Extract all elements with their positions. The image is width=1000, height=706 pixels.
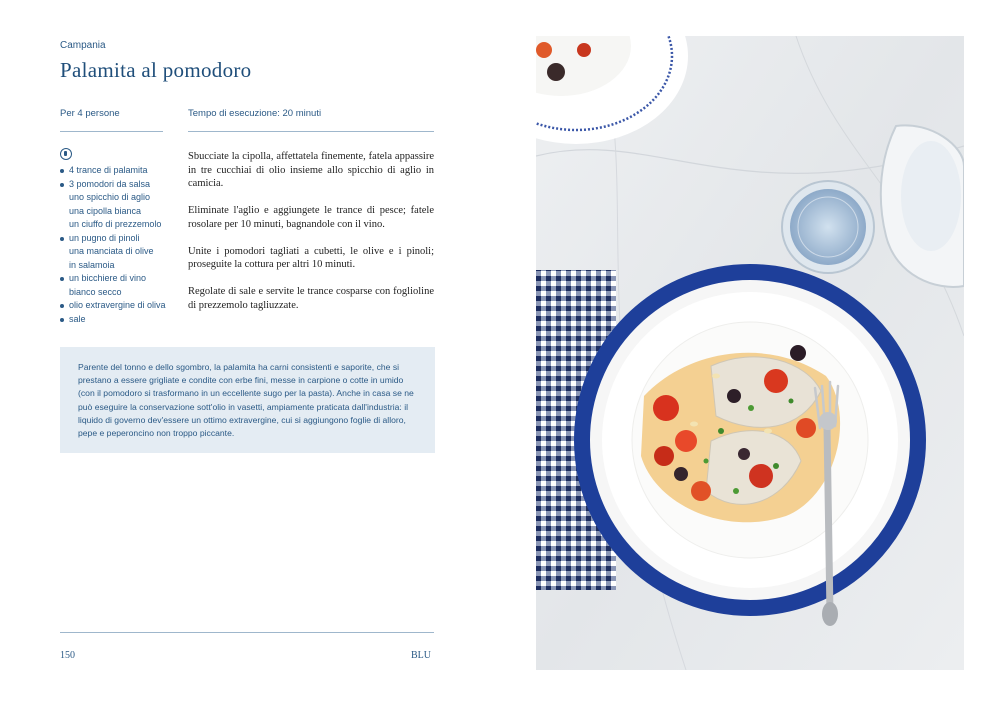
method-step: Unite i pomodori tagliati a cubetti, le olive e i pinoli; proseguite la cottura per altri 10 minuti. (188, 245, 434, 271)
servings-divider (60, 131, 163, 132)
ingredient-text: uno spicchio di aglio (69, 192, 151, 202)
running-head: BLU (411, 650, 431, 661)
ingredient-text: una cipolla bianca (69, 205, 142, 216)
water-glass (782, 181, 874, 273)
recipe-title: Palamita al pomodoro (60, 58, 252, 82)
ingredient-item (60, 313, 185, 327)
ingredient-text: 3 pomodori da salsa (69, 178, 151, 189)
bullet-dot (60, 277, 64, 281)
ingredient-text: un bicchiere di vino (69, 273, 147, 283)
ingredient-item (60, 232, 185, 246)
bullet-dot (60, 304, 64, 308)
bullet-dot (60, 237, 64, 241)
ingredient-item (60, 218, 185, 232)
ingredient-text: olio extravergine di oliva (69, 300, 166, 310)
page-number: 150 (60, 650, 75, 661)
ingredient-item (60, 286, 185, 300)
dish-illustration (536, 36, 964, 670)
ingredient-item (60, 259, 185, 273)
ingredient-text: 4 trance di palamita (69, 165, 148, 175)
dish-photo (536, 36, 964, 670)
servings-label: Per 4 persone (60, 108, 120, 119)
ingredient-text: in salamoia (69, 259, 115, 270)
method-step: Sbucciate la cipolla, affettatela finemente, fatela appassire in tre cucchiai di olio insieme allo spicchio di aglio in camicia. (188, 151, 434, 190)
ingredient-item (60, 164, 185, 178)
method-text (188, 150, 434, 325)
ingredient-text: una manciata di olive (69, 246, 154, 256)
ingredient-text: un pugno di pinoli (69, 232, 140, 243)
ingredient-item (60, 272, 185, 286)
method-step: Eliminate l'aglio e aggiungete le trance di pesce; fatele rosolare per 10 minuti, bagnandole con il vino. (188, 205, 434, 230)
ingredient-item (60, 178, 185, 192)
ingredient-text: bianco secco (69, 286, 122, 297)
info-box (60, 347, 435, 453)
ingredients-list (60, 164, 185, 326)
ingredient-item (60, 245, 185, 259)
bullet-dot (60, 318, 64, 322)
method-step: Regolate di sale e servite le trance cosparse con foglioline di prezzemolo tagliuzzate. (188, 285, 434, 311)
ingredient-text: un ciuffo di prezzemolo (69, 219, 162, 229)
bullet-dot (60, 183, 64, 187)
ingredient-item (60, 191, 185, 205)
chef-hat-icon (60, 148, 72, 160)
prep-time-label: Tempo di esecuzione: 20 minuti (188, 108, 322, 119)
time-divider (188, 131, 434, 132)
info-box-text: Parente del tonno e dello sgombro, la palamita ha carni consistenti e saporite, che si prestano a essere grigliate e condite con erbe fini, messe in carpione o cotte in umido (con il pomodoro si trasformano in un eccellente sugo per la pasta). Anche in casa se ne può eseguire la conservazione sott'olio in vasetti, ampiamente praticata dall'industria: il liquido di governo dev'essere un ottimo extravergine, cui si aggiungono foglie di alloro, pepe e peperoncino non troppo piccante. (78, 362, 414, 439)
ingredient-item (60, 299, 185, 313)
footer-divider (60, 632, 434, 633)
recipe-region: Campania (60, 40, 106, 51)
ingredient-text: sale (69, 313, 86, 324)
bullet-dot (60, 169, 64, 173)
ingredient-item (60, 205, 185, 219)
